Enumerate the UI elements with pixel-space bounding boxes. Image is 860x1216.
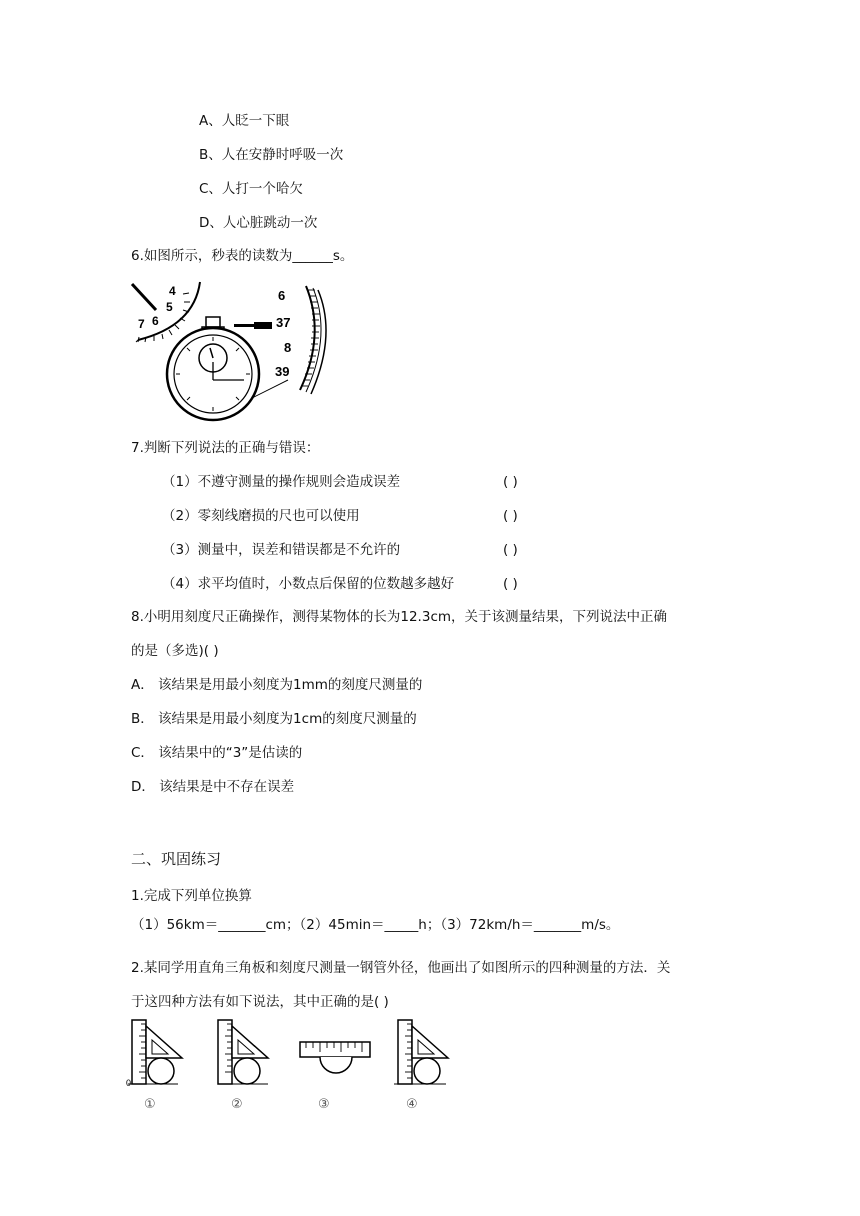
method-2-diagram [218, 1020, 268, 1111]
q5-option-c: C、人打一个哈欠 [199, 181, 303, 197]
q5-option-a: A、人眨一下眼 [199, 113, 290, 129]
q5-option-b: B、人在安静时呼吸一次 [199, 147, 344, 163]
q8-option-b: B． 该结果是用最小刻度为1cm的刻度尺测量的 [131, 711, 417, 727]
inner-dial-label: 4 [169, 284, 176, 298]
s2-q1-body: （1）56km＝_______cm；（2）45min＝_____h；（3）72km/h＝_______m/s。 [131, 917, 620, 933]
method-2-label: ② [231, 1096, 243, 1111]
s2-q2-stem-line2: 于这四种方法有如下说法，其中正确的是( ) [131, 994, 389, 1010]
inner-dial-label: 5 [166, 300, 173, 314]
s2-q1-stem: 1.完成下列单位换算 [131, 888, 252, 904]
inner-dial-label: 7 [138, 317, 145, 331]
q6-stem: 6.如图所示，秒表的读数为______s。 [131, 248, 354, 264]
outer-scale-label: 39 [275, 364, 290, 379]
q8-option-a: A． 该结果是用最小刻度为1mm的刻度尺测量的 [131, 677, 423, 693]
q5-option-d: D、人心脏跳动一次 [199, 215, 318, 231]
outer-scale-label: 37 [276, 315, 291, 330]
q8-option-d: D． 该结果是中不存在误差 [131, 779, 295, 795]
q7-item: （1）不遵守测量的操作规则会造成误差 [162, 474, 401, 490]
outer-pointer-shaft [234, 324, 254, 327]
q8-stem-line2: 的是（多选)( ) [131, 643, 219, 659]
q7-answer-blank: ( ) [503, 508, 518, 524]
inner-dial-label: 6 [152, 314, 159, 328]
section-title: 二、巩固练习 [131, 850, 222, 868]
s2-q2-stem-line1: 2.某同学用直角三角板和刻度尺测量一钢管外径，他画出了如图所示的四种测量的方法．关 [131, 960, 671, 976]
q7-item: （4）求平均值时，小数点后保留的位数越多越好 [162, 576, 455, 592]
method-4-label: ④ [406, 1096, 418, 1111]
method-1-diagram [126, 1020, 182, 1111]
q7-stem: 7.判断下列说法的正确与错误： [131, 440, 320, 456]
q8-option-c: C． 该结果中的“3”是估读的 [131, 745, 303, 761]
method-3-label: ③ [318, 1096, 330, 1111]
outer-scale-label: 8 [284, 340, 292, 355]
method-4-diagram [394, 1020, 448, 1111]
measurement-methods-figure [128, 1018, 458, 1116]
q7-item: （2）零刻线磨损的尺也可以使用 [162, 508, 360, 524]
method-3-diagram [300, 1042, 370, 1111]
outer-pointer [254, 322, 272, 329]
stopwatch [167, 315, 291, 420]
stopwatch-figure [128, 280, 338, 428]
q7-answer-blank: ( ) [503, 474, 518, 490]
q7-answer-blank: ( ) [503, 576, 518, 592]
method-1-label: ① [144, 1096, 156, 1111]
q7-answer-blank: ( ) [503, 542, 518, 558]
outer-scale [275, 286, 326, 394]
outer-scale-label: 6 [278, 288, 286, 303]
zero-label: 0 [126, 1078, 132, 1088]
q7-item: （3）测量中，误差和错误都是不允许的 [162, 542, 401, 558]
q8-stem-line1: 8.小明用刻度尺正确操作，测得某物体的长为12.3cm，关于该测量结果，下列说法中正确 [131, 609, 668, 625]
